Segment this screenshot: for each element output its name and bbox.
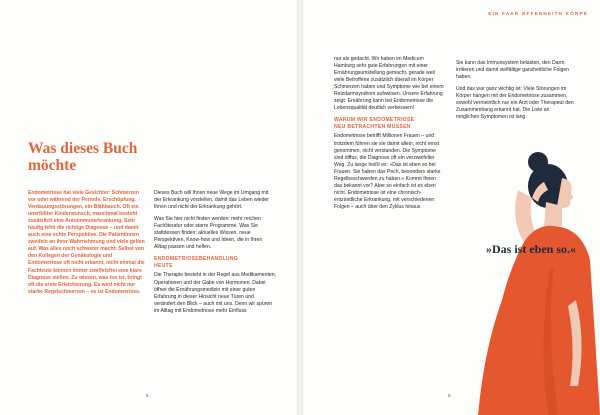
running-head: EIN FAAR OFFENHEITH KÖRPE <box>488 11 588 16</box>
subheading-2-line-1: WARUM WIR ENDOMETRIOSE <box>334 117 415 124</box>
col2-paragraph-1: Dieses Buch will Ihnen neue Wege im Umgang mit der Erkrankung vorstellen, damit das Leben wieder Ihnen und nicht der Erkrankung gehört. <box>154 190 269 211</box>
column-4 <box>456 60 574 126</box>
woman-illustration <box>458 150 600 415</box>
col3-paragraph-1: nur als gedacht. Wir haben im Medicum Hamburg sehr gute Erfahrungen mit einer Ernährungsumstellung gemacht, gerade weil viele Betroffene zusätzlich überall im Körper Schmerzen haben und Symptome wie bei einem Reizdarmsyndrom aufweisen. Unsere Erfahrung zeigt: Ernährung kann bei Endometriose die Lebensqualität deutlich verbessern! <box>334 56 444 112</box>
book-gutter <box>297 0 303 415</box>
col2-paragraph-3: Die Therapie besteht in der Regel aus Medikamenten, Operationen und der Gabe von Hormonen. Dabei öffnet die Ernährungsmedizin mit einer guten Erfahrung in dieser Hinsicht neue Türen und verändert den Blick – auch mit uns. Denn wir spüren im Alltag mit Endometriose mehr Einfluss <box>154 272 276 314</box>
page-number-right: 9 <box>448 393 451 398</box>
subheading-2-line-2: NEU BETRACHTEN MÜSSEN <box>334 124 411 131</box>
chapter-heading: Was dieses Buch möchte <box>28 140 138 174</box>
column-2 <box>154 190 276 320</box>
subheading-1-line-1: ENDOMETRIOSEBEHANDLUNG <box>154 256 239 263</box>
neck <box>544 202 562 226</box>
intro-paragraph: Endometriose hat viele Gesichter: Schmerzen vor oder während der Periode. Erschöpfung. Verdauungsstörungen, ein Blähbauch. Oft ein unerfüllter Kinderwunsch, manchmal besteht zusätzlich eine Autoimmunerkrankung. Sehr häufig fehlt die richtige Diagnose – und damit auch eine echte Perspektive. Die Patientinnen zweifeln an ihrer Wahrnehmung und viele geben auf. Was alles noch schwerer macht: Selbst von den Kollegen der Gynäkologie und Endometriose oft nicht erkannt, nicht einmal die Fachleute können immer zweifelsfrei eine klare Diagnose stellen. Zu wissen, was los ist, bringt oft die erste Erleichterung. Es wird nicht nur starke Regelschmerzen – es ist Endometriose. <box>28 190 145 295</box>
page-number-left: 8 <box>146 393 149 398</box>
col3-paragraph-2: Endometriose betrifft Millionen Frauen – und trotzdem führen sie sie damit allein, nicht ernst genommen, nicht verstanden. Die Symptome sind diffus, die Diagnose oft ein verzweifelter Weg. Zu lange heißt es: »Das ist eben so bei Frauen. Sie haben das Pech, besonders starke Regelbeschwerden zu haben.« Kommt Ihnen das bekannt vor? Aber so einfach ist es eben nicht. Endometriose ist eine chronisch-entzündliche Erkrankung, mit verschiedenen Folgen – auch über den Zyklus hinaus <box>334 133 441 210</box>
col2-paragraph-2: Was Sie hier nicht finden werden: mehr reichen Fachliteratur oder starre Programme. Was Sie stattdessen finden: aktuelles Wissen, neue Perspektiven, Know-how und Ideen, die in Ihren Alltag passen und helfen. <box>154 216 263 251</box>
subheading-1-line-2: HEUTE <box>154 263 173 270</box>
column-1 <box>28 190 146 301</box>
col4-paragraph-1: Sie kann das Immunsystem belasten, den Darm irritieren und damit vielfältige ganzheitliche Folgen haben. <box>456 60 569 81</box>
column-3 <box>334 56 444 216</box>
col4-paragraph-2: Und das war ganz wichtig ist: Viele Störungen im Körper hängen mit der Endometriose zusammen, sowohl vermeintlich nur ein Arzt oder Therapeut den Zusammenhang erkannt hat. Die Liste an möglichen Symptomen ist lang. <box>456 86 574 121</box>
pull-quote: »Das ist eben so.« <box>486 242 577 256</box>
